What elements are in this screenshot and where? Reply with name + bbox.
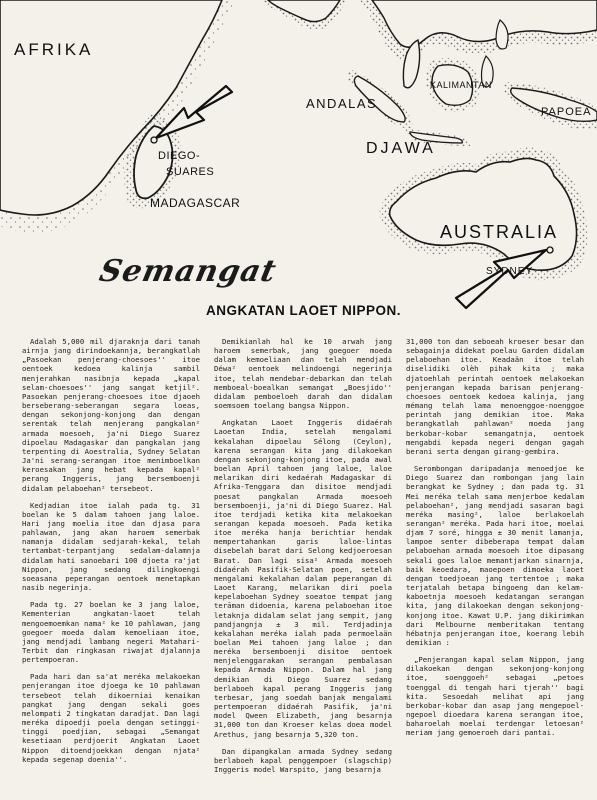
paragraph: Adalah 5,000 mil djaraknja dari tanah airnja jang dirindoekannja, berangkatlah „Pasoekan penjerang-choesoes'' itoe oentoek kedoea kalinja sambil menjerahkan nasibnja kepada „kapal selam-choesoes'' jang sangat ketjil². Pasoekan penjerang-choesoes itoe djaoeh berseberang-seberangan segara loeas, dengan sekonjong-konjong dan dengan serentak telah menjerang pangkalan² armada moesoeh, ja'ni Diego Suarez dipoelau Madagaskar dan pangkalan jang terpenting di Aoestralia, Sydney Selatan Ja'ni serang-serangan itoe menimboelkan keroesakan jang hebat kepada kapal² perang Inggeris, jang bersemboenji didalam pelaboehan² tersebeot. xyxy=(22,337,200,493)
text-column-2 xyxy=(214,337,392,795)
map-label-madagascar: MADAGASCAR xyxy=(150,196,241,210)
map-label-sydney: SYDNEY xyxy=(486,266,534,277)
sydney-marker xyxy=(547,247,553,253)
paragraph: Pada tg. 27 boelan ke 3 jang laloe, Kementerian angkatan-laoet telah mengoemoemkan nama² ke 10 pahlawan, jang goegoer moeda dalam kemoeliaan itoe, jang mendjadi lambang negeri Matahari-Terbit dan ringkasan riwajat djalannja pertempoeran. xyxy=(22,600,200,665)
australia-landmass xyxy=(380,147,588,280)
paragraph: Dan dipangkalan armada Sydney sedang berlaboeh kapal penggempoer (slagschip) Inggeris model Warspito, jang besarnja xyxy=(214,746,392,775)
map-label-australia: AUSTRALIA xyxy=(440,222,559,242)
paragraph: Pada hari dan sa'at meréka melakoekan penjerangan itoe djoega ke 10 pahlawan tersebeot telah dikoerniai kenaikan pangkat jang dengan sekali goes melompati 2 tingkatan daradjat. Dan lagi meréka dipoedji poela dengan setinggi-tinggi poedjian, sebagai „Semangat kesetiaan perdjoerit Angkatan Laoet Nippon ditoendjoekkan dengan njata² kepada segenap doenia''. xyxy=(22,672,200,764)
paragraph: Demikianlah hal ke 10 arwah jang haroem semerbak, jang goegoer moeda dalam kemoeliaan dan telah mendjadi Déwa² oentoek melindoengi negerinja itoe, telah mendebar-debarkan dan telah memboeal-boealkan semangat „Boesjido'' didalam pemboeloeh darah dan didalam soemsoem toelang bangsa Nippon. xyxy=(214,337,392,411)
paragraph: Angkatan Laoet Inggeris didaérah Laoetan India, setelah mengalami kekalahan dipoelau Sélong (Ceylon), karena serangan kita jang dilakoekan dengan sekonjong-konjong itoe, pada awal boelan April tahoen jang laloe, laloe melarikan diri kedaérah Madagaskar di Afrika-Tenggara dan disitoe mendjadi poesat pangkalan Armada moesoeh bersemboenji, ja'ni di Diego Suarez. Hal itoe terdjadi ketika kita melakoekan serangan kepada moesoeh. Pada ketika itoe meréka hanja berichtiar hendak mempertahankan garis laloe-lintas disebelah barat dari Selong kedjoeroesan Barat. Dan lagi sisa² Armada moesoeh didaérah Pasifik-Selatan poen, setelah mengalami kekalahan dalam peperangan di Laoet Karang, melarikan diri poela kepelaboehan Sydney soeatoe tempat jang terāman didoenia, karena pelaboehan itoe letaknja didalam selat jang sempit, jang pandjangnja ± 3 mil. Terdjadinja kekalahan meréka ialah pada permoelaän boelan Mei tahoen jang laloe ; dan meréka bersemboenji disitoe oentoek menjelenggarakan serangan pembalasan kepada Armada Nippon. Dalam hal jang demikian di Diego Suarez sedang berlaboeh kapal perang Inggeris jang terbesar, jang soedah banjak mengalami pertempoeran didaérah Pasifik, ja'ni model Qween Elizabeth, jang besarnja 31,000 ton dan Kroeser kelas doea model Arethus, jang besarnja 5,320 ton. xyxy=(214,418,392,739)
map-label-diego: DIEGO- xyxy=(158,150,201,162)
article-title: Semangat xyxy=(96,254,280,289)
paragraph: 31,000 ton dan seboeah kroeser besar dan sebagainja didekat poelau Garden didalam pelaboehan itoe. Keadaän itoe telah diselidiki olèh pihak kita ; maka djatoehlah perintah oentoek melakoekan penjerangan kepada barisan penjerang-choesoes oentoek kedoea kalinja, jang mémang telah lama menoenggoe-noenggoe perintah jang demikian itoe. Maka berangkatlah pahlawan² moeda jang berkobar-kobar semangatnja, oentoek mengabdi kepada negeri dengan gagah berani serta dengan girang-gembira. xyxy=(406,337,584,456)
paragraph: Kedjadian itoe ialah pada tg. 31 boelan ke 5 dalam tahoen jang laloe. Hari jang moelia itoe dan djasa para pahlawan, jang akan haroem semerbak namanja didalam sedjarah-kekal, telah tertambat-terpantjang sedalam-dalamnja didalam hati sanoebari 100 djoeta ra'jat Nippon, jang sedang dilingkoengi soeasana peperangan oentoek menetapkan nasib negerinja. xyxy=(22,500,200,593)
text-column-3 xyxy=(406,337,584,795)
text-column-1 xyxy=(22,337,200,795)
diego-suarez-marker xyxy=(151,137,157,143)
paragraph: „Penjerangan kapal selam Nippon, jang dilakoekan dengan sekonjong-konjong itoe, soenggoeh² sebagai „petoes toenggal di tengah hari tjerah'' bagi kita. Sesoedah melihat api jang berkobar-kobar dan asap jang mengepoel-ngepoel dioedara karena serangan itoe, baharoelah moelai terdengar letoesan² meriam jang gemoeroeh dari pantai. xyxy=(406,655,584,738)
map-label-papoea: PAPOEA xyxy=(541,106,592,118)
paragraph: Serombongan daripadanja menoedjoe ke Diego Suarez dan rombongan jang lain berangkat ke Sydney ; dan pada tg. 31 Mei meréka telah sama menjerboe kedalam pelaboehan², jang mendjadi sasaran bagi meréka masing², laloe berlakoelah serangan² meréka. Pada hari itoe, moelai djam 7 soré, hingga ± 30 menit lamanja, lampoe senter dibeberapa tempat dalam pelaboehan armada moesoeh itoe dipasang sekali goes laloe memantjarkan sinarnja, baik keoedara, maoepoen dimoeka laoet dengan toedjoean jang tertentoe ; maka terjatalah betapa bingoeng dan kelam-kaboetnja moesoeh kedatangan serangan kita, jang dilakoekan dengan sekonjong-konjong itoe. Kawat U.P. jang dikirimkan dari Melbourne memberitakan tentang hébatnja penjerangan itoe, koerang lebih demikian : xyxy=(406,464,584,647)
map-label-suares: SUARES xyxy=(166,166,215,178)
map-label-djawa: DJAWA xyxy=(366,140,436,157)
article-body xyxy=(22,337,587,797)
map-label-kalimantan: KALIMANTAN xyxy=(430,80,492,90)
map-label-afrika: AFRIKA xyxy=(14,40,94,59)
article-subtitle: ANGKATAN LAOET NIPPON. xyxy=(206,303,401,318)
map-label-andalas: ANDALAS xyxy=(306,96,378,111)
